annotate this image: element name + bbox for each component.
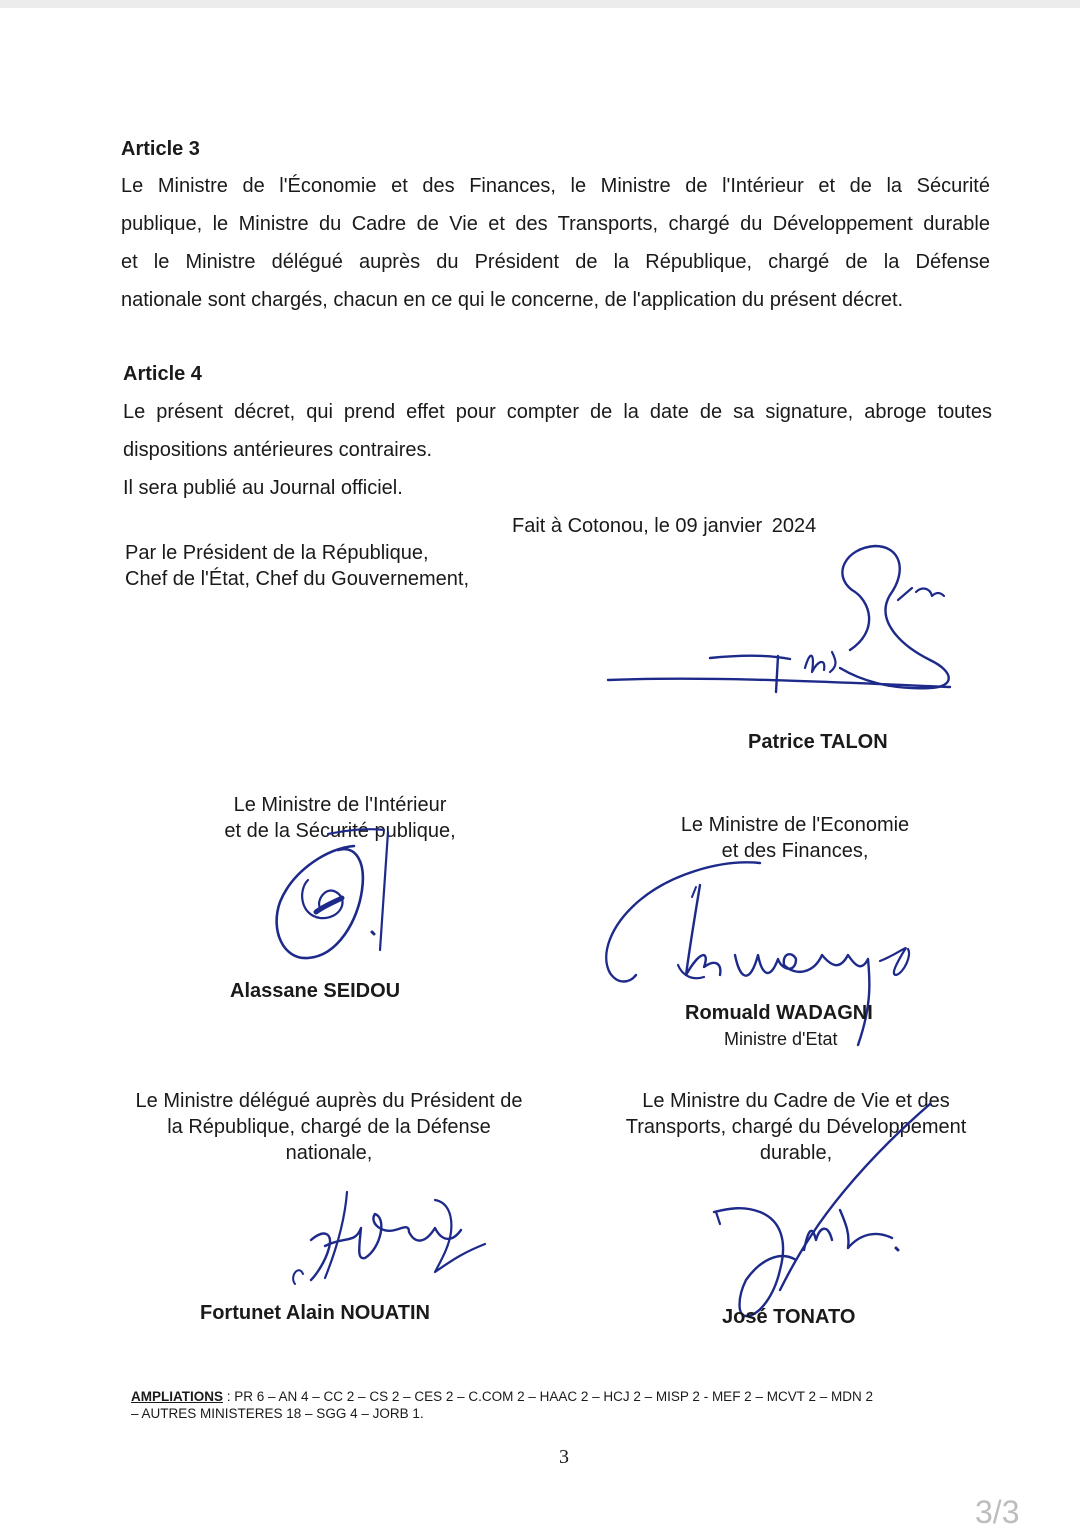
president-name: Patrice TALON [748,731,888,753]
minister-defense-name: Fortunet Alain NOUATIN [200,1302,430,1324]
minister-transport-name: José TONATO [722,1306,856,1328]
ampliations [131,1388,961,1422]
article-4-line: Le présent décret, qui prend effet pour compter de la date de sa signature, abroge toutes [123,401,992,423]
ampliations-text: : PR 6 – AN 4 – CC 2 – CS 2 – CES 2 – C.COM 2 – HAAC 2 – HCJ 2 – MISP 2 - MEF 2 – MCVT 2 – MDN 2 [223,1389,873,1404]
president-title-line: Chef de l'État, Chef du Gouvernement, [125,568,470,590]
transport-signature [700,1100,940,1330]
page-number: 3 [559,1446,569,1468]
viewer-top-strip [0,0,1080,8]
date-year: 2024 [771,515,817,537]
article-3-heading: Article 3 [121,138,200,160]
president-signature [600,540,960,710]
president-title [125,540,469,592]
article-4-line: dispositions antérieures contraires. [123,439,433,461]
article-3-line: et le Ministre délégué auprès du Président de la République, chargé de la Défense [121,251,990,273]
interior-signature [268,820,408,970]
article-3-line: nationale sont chargés, chacun en ce qui le concerne, de l'application du présent décret. [121,289,904,311]
minister-interior-title-line: Le Ministre de l'Intérieur [233,794,447,816]
place-date-text: Fait à Cotonou, le 09 janvier [512,515,763,537]
defense-signature [285,1188,505,1298]
minister-economy-subtitle: Ministre d'Etat [724,1029,838,1049]
economy-signature [600,855,920,1055]
minister-transport-title-line: Le Ministre du Cadre de Vie et des [642,1090,950,1112]
minister-transport-title-line: Transports, chargé du Développement [625,1116,967,1138]
place-date [512,515,816,538]
minister-economy-title-line: Le Ministre de l'Economie [680,814,910,836]
article-4-line: Il sera publié au Journal officiel. [123,477,403,499]
minister-defense-title-line: la République, chargé de la Défense [167,1116,491,1138]
minister-defense-title-line: nationale, [285,1142,373,1164]
minister-defense-title [110,1088,548,1166]
minister-defense-title-line: Le Ministre délégué auprès du Président de [135,1090,523,1112]
article-4-heading: Article 4 [123,363,202,385]
article-3-line: Le Ministre de l'Économie et des Finances, le Ministre de l'Intérieur et de la Sécurité [121,175,990,197]
president-title-line: Par le Président de la République, [125,542,429,564]
minister-interior-name: Alassane SEIDOU [230,980,401,1002]
minister-economy-title-line: et des Finances, [721,840,869,862]
minister-interior-title-line: et de la Sécurité publique, [224,820,456,842]
ampliations-line-2: – AUTRES MINISTERES 18 – SGG 4 – JORB 1. [131,1406,424,1421]
article-3-body [121,167,990,319]
ampliations-line-1 [131,1388,961,1405]
article-4-body [123,393,992,507]
minister-transport-title-line: durable, [759,1142,833,1164]
minister-economy-name: Romuald WADAGNI [685,1002,873,1024]
ampliations-label: AMPLIATIONS [131,1389,223,1404]
viewer-page-counter: 3/3 [975,1494,1020,1530]
article-3-line: publique, le Ministre du Cadre de Vie et des Transports, chargé du Développement durable [121,213,990,235]
